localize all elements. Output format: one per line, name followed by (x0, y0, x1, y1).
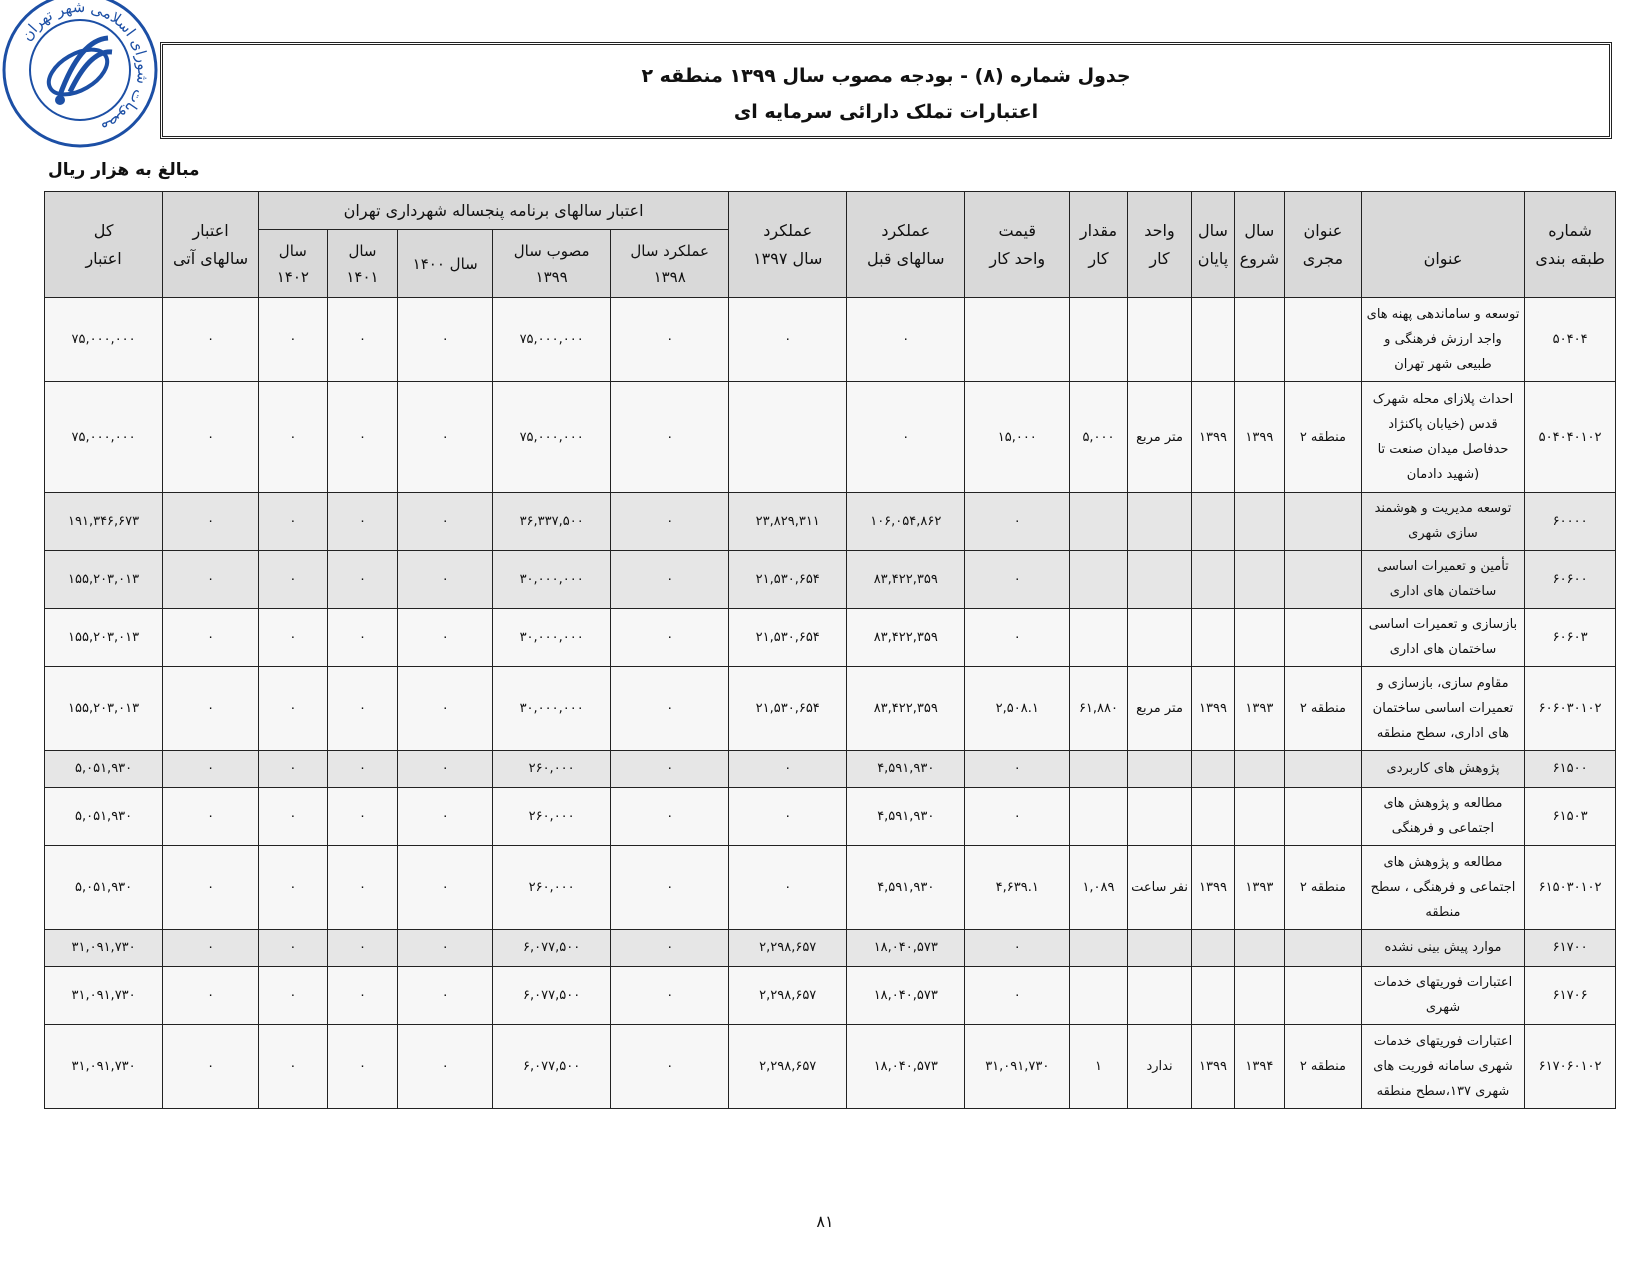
cell-code: ۵۰۴۰۴۰۱۰۲ (1525, 382, 1616, 493)
cell-end-year (1192, 492, 1234, 550)
cell-1397: ۰ (729, 298, 847, 382)
cell-start-year (1234, 750, 1284, 787)
cell-end-year (1192, 787, 1234, 845)
cell-code: ۶۱۷۰۶ (1525, 966, 1616, 1024)
cell-code: ۶۰۶۰۳ (1525, 608, 1616, 666)
cell-total: ۵,۰۵۱,۹۳۰ (45, 845, 163, 929)
cell-work-quantity: ۶۱,۸۸۰ (1070, 666, 1128, 750)
cell-1397: ۲۱,۵۳۰,۶۵۴ (729, 608, 847, 666)
cell-future-years: ۰ (163, 845, 259, 929)
cell-code: ۶۱۵۰۳ (1525, 787, 1616, 845)
cell-1402: ۰ (259, 750, 328, 787)
cell-unit-price: ۰ (965, 492, 1070, 550)
col-unit-price: قیمت واحد کار (965, 192, 1070, 298)
cell-title: اعتبارات فوریتهای خدمات شهری (1361, 966, 1524, 1024)
cell-end-year: ۱۳۹۹ (1192, 845, 1234, 929)
cell-1399: ۲۶۰,۰۰۰ (493, 845, 611, 929)
cell-1398: ۰ (611, 929, 729, 966)
col-title: عنوان (1361, 192, 1524, 298)
cell-future-years: ۰ (163, 1024, 259, 1108)
title-box (160, 42, 1612, 139)
cell-work-unit: ندارد (1127, 1024, 1192, 1108)
table-row (45, 929, 1616, 966)
council-seal (0, 0, 160, 160)
cell-unit-price: ۰ (965, 929, 1070, 966)
cell-1398: ۰ (611, 1024, 729, 1108)
cell-1399: ۷۵,۰۰۰,۰۰۰ (493, 298, 611, 382)
cell-total: ۳۱,۰۹۱,۷۳۰ (45, 1024, 163, 1108)
col-1399: مصوب سال ۱۳۹۹ (493, 230, 611, 298)
cell-work-unit: متر مربع (1127, 666, 1192, 750)
table-row (45, 608, 1616, 666)
cell-future-years: ۰ (163, 550, 259, 608)
cell-total: ۱۵۵,۲۰۳,۰۱۳ (45, 608, 163, 666)
cell-1398: ۰ (611, 666, 729, 750)
cell-work-unit: متر مربع (1127, 382, 1192, 493)
cell-1400: ۰ (398, 666, 493, 750)
cell-executor: منطقه ۲ (1285, 1024, 1362, 1108)
table-row (45, 666, 1616, 750)
cell-previous-years: ۱۰۶,۰۵۴,۸۶۲ (847, 492, 965, 550)
cell-unit-price: ۲,۵۰۸.۱ (965, 666, 1070, 750)
cell-previous-years: ۴,۵۹۱,۹۳۰ (847, 845, 965, 929)
cell-1397: ۲۳,۸۲۹,۳۱۱ (729, 492, 847, 550)
page-number: ۸۱ (816, 1212, 834, 1231)
cell-start-year (1234, 966, 1284, 1024)
col-1400: سال ۱۴۰۰ (398, 230, 493, 298)
cell-unit-price: ۱۵,۰۰۰ (965, 382, 1070, 493)
col-start-year: سال شروع (1234, 192, 1284, 298)
cell-1402: ۰ (259, 666, 328, 750)
cell-executor: منطقه ۲ (1285, 382, 1362, 493)
cell-unit-price: ۴,۶۳۹.۱ (965, 845, 1070, 929)
cell-1399: ۲۶۰,۰۰۰ (493, 750, 611, 787)
cell-executor (1285, 298, 1362, 382)
table-row (45, 845, 1616, 929)
cell-previous-years: ۱۸,۰۴۰,۵۷۳ (847, 1024, 965, 1108)
cell-1397: ۰ (729, 787, 847, 845)
cell-1402: ۰ (259, 845, 328, 929)
cell-1399: ۶,۰۷۷,۵۰۰ (493, 1024, 611, 1108)
cell-future-years: ۰ (163, 382, 259, 493)
cell-1401: ۰ (327, 382, 398, 493)
cell-start-year (1234, 550, 1284, 608)
cell-1397: ۰ (729, 845, 847, 929)
cell-1398: ۰ (611, 550, 729, 608)
cell-1400: ۰ (398, 1024, 493, 1108)
cell-total: ۵,۰۵۱,۹۳۰ (45, 787, 163, 845)
cell-1401: ۰ (327, 750, 398, 787)
cell-1399: ۶,۰۷۷,۵۰۰ (493, 966, 611, 1024)
cell-end-year (1192, 608, 1234, 666)
cell-1401: ۰ (327, 845, 398, 929)
cell-1397: ۲۱,۵۳۰,۶۵۴ (729, 666, 847, 750)
cell-start-year (1234, 787, 1284, 845)
table-body (45, 298, 1616, 1109)
table-row (45, 550, 1616, 608)
col-work-quantity: مقدار کار (1070, 192, 1128, 298)
cell-1399: ۳۰,۰۰۰,۰۰۰ (493, 666, 611, 750)
cell-executor (1285, 492, 1362, 550)
cell-code: ۶۱۵۰۳۰۱۰۲ (1525, 845, 1616, 929)
cell-work-unit (1127, 298, 1192, 382)
cell-work-quantity (1070, 750, 1128, 787)
cell-1400: ۰ (398, 929, 493, 966)
cell-work-unit (1127, 550, 1192, 608)
col-code: شماره طبقه بندی (1525, 192, 1616, 298)
cell-executor (1285, 787, 1362, 845)
cell-1400: ۰ (398, 787, 493, 845)
cell-unit-price: ۳۱,۰۹۱,۷۳۰ (965, 1024, 1070, 1108)
cell-title: مطالعه و پژوهش های اجتماعی و فرهنگی ، سطح منطقه (1361, 845, 1524, 929)
cell-work-quantity (1070, 492, 1128, 550)
cell-unit-price: ۰ (965, 787, 1070, 845)
cell-work-quantity: ۵,۰۰۰ (1070, 382, 1128, 493)
cell-code: ۶۰۶۰۳۰۱۰۲ (1525, 666, 1616, 750)
cell-title: مطالعه و پژوهش های اجتماعی و فرهنگی (1361, 787, 1524, 845)
cell-future-years: ۰ (163, 608, 259, 666)
cell-1400: ۰ (398, 966, 493, 1024)
cell-1401: ۰ (327, 550, 398, 608)
cell-previous-years: ۰ (847, 382, 965, 493)
table-row (45, 1024, 1616, 1108)
cell-work-quantity (1070, 787, 1128, 845)
cell-future-years: ۰ (163, 787, 259, 845)
cell-title: تأمین و تعمیرات اساسی ساختمان های اداری (1361, 550, 1524, 608)
cell-code: ۶۰۰۰۰ (1525, 492, 1616, 550)
cell-total: ۵,۰۵۱,۹۳۰ (45, 750, 163, 787)
cell-1397: ۲,۲۹۸,۶۵۷ (729, 966, 847, 1024)
cell-1400: ۰ (398, 845, 493, 929)
cell-1398: ۰ (611, 787, 729, 845)
cell-total: ۱۵۵,۲۰۳,۰۱۳ (45, 666, 163, 750)
cell-1400: ۰ (398, 492, 493, 550)
cell-end-year: ۱۳۹۹ (1192, 666, 1234, 750)
document-subtitle: اعتبارات تملک دارائی سرمایه ای (733, 101, 1039, 123)
cell-end-year: ۱۳۹۹ (1192, 382, 1234, 493)
cell-end-year (1192, 929, 1234, 966)
cell-1401: ۰ (327, 666, 398, 750)
cell-executor (1285, 550, 1362, 608)
cell-start-year: ۱۳۹۳ (1234, 845, 1284, 929)
budget-table (44, 191, 1616, 1109)
col-executor: عنوان مجری (1285, 192, 1362, 298)
cell-executor: منطقه ۲ (1285, 845, 1362, 929)
cell-previous-years: ۱۸,۰۴۰,۵۷۳ (847, 929, 965, 966)
cell-previous-years: ۴,۵۹۱,۹۳۰ (847, 750, 965, 787)
cell-1402: ۰ (259, 608, 328, 666)
cell-work-unit (1127, 966, 1192, 1024)
table-row (45, 750, 1616, 787)
cell-end-year (1192, 550, 1234, 608)
col-work-unit: واحد کار (1127, 192, 1192, 298)
cell-1401: ۰ (327, 492, 398, 550)
cell-1401: ۰ (327, 298, 398, 382)
cell-title: مقاوم سازی، بازسازی و تعمیرات اساسی ساختمان های اداری، سطح منطقه (1361, 666, 1524, 750)
table-row (45, 492, 1616, 550)
col-end-year: سال پایان (1192, 192, 1234, 298)
cell-1399: ۷۵,۰۰۰,۰۰۰ (493, 382, 611, 493)
cell-start-year: ۱۳۹۳ (1234, 666, 1284, 750)
cell-1398: ۰ (611, 750, 729, 787)
col-1398: عملکرد سال ۱۳۹۸ (611, 230, 729, 298)
cell-start-year (1234, 608, 1284, 666)
cell-code: ۵۰۴۰۴ (1525, 298, 1616, 382)
cell-end-year (1192, 966, 1234, 1024)
seal-text: مصوبات شورای اسلامی شهر تهران (17, 0, 153, 138)
cell-1398: ۰ (611, 382, 729, 493)
col-future-years: اعتبار سالهای آتی (163, 192, 259, 298)
cell-title: توسعه مدیریت و هوشمند سازی شهری (1361, 492, 1524, 550)
cell-previous-years: ۸۳,۴۲۲,۳۵۹ (847, 666, 965, 750)
cell-work-unit (1127, 492, 1192, 550)
cell-1399: ۲۶۰,۰۰۰ (493, 787, 611, 845)
cell-1401: ۰ (327, 1024, 398, 1108)
table-row (45, 298, 1616, 382)
cell-1399: ۳۶,۳۳۷,۵۰۰ (493, 492, 611, 550)
cell-unit-price: ۰ (965, 750, 1070, 787)
cell-total: ۳۱,۰۹۱,۷۳۰ (45, 929, 163, 966)
cell-unit-price (965, 298, 1070, 382)
cell-1398: ۰ (611, 845, 729, 929)
cell-work-unit (1127, 750, 1192, 787)
cell-work-quantity (1070, 298, 1128, 382)
cell-1397: ۲۱,۵۳۰,۶۵۴ (729, 550, 847, 608)
cell-previous-years: ۸۳,۴۲۲,۳۵۹ (847, 550, 965, 608)
cell-1399: ۶,۰۷۷,۵۰۰ (493, 929, 611, 966)
cell-unit-price: ۰ (965, 550, 1070, 608)
cell-work-quantity: ۱,۰۸۹ (1070, 845, 1128, 929)
cell-1400: ۰ (398, 550, 493, 608)
col-1397: عملکرد سال ۱۳۹۷ (729, 192, 847, 298)
cell-total: ۷۵,۰۰۰,۰۰۰ (45, 298, 163, 382)
cell-1399: ۳۰,۰۰۰,۰۰۰ (493, 608, 611, 666)
col-total: کل اعتبار (45, 192, 163, 298)
cell-future-years: ۰ (163, 929, 259, 966)
cell-future-years: ۰ (163, 966, 259, 1024)
cell-1397: ۲,۲۹۸,۶۵۷ (729, 929, 847, 966)
document-title: جدول شماره (۸) - بودجه مصوب سال ۱۳۹۹ منطقه ۲ (641, 65, 1131, 87)
cell-1397: ۰ (729, 750, 847, 787)
cell-total: ۷۵,۰۰۰,۰۰۰ (45, 382, 163, 493)
cell-1400: ۰ (398, 608, 493, 666)
cell-executor (1285, 750, 1362, 787)
cell-1400: ۰ (398, 298, 493, 382)
cell-future-years: ۰ (163, 492, 259, 550)
cell-work-unit (1127, 608, 1192, 666)
cell-unit-price: ۰ (965, 966, 1070, 1024)
cell-1398: ۰ (611, 608, 729, 666)
cell-executor (1285, 966, 1362, 1024)
cell-work-quantity (1070, 608, 1128, 666)
cell-previous-years: ۸۳,۴۲۲,۳۵۹ (847, 608, 965, 666)
cell-1400: ۰ (398, 750, 493, 787)
cell-code: ۶۱۷۰۶۰۱۰۲ (1525, 1024, 1616, 1108)
cell-1402: ۰ (259, 298, 328, 382)
cell-work-quantity (1070, 929, 1128, 966)
table-row (45, 787, 1616, 845)
cell-executor: منطقه ۲ (1285, 666, 1362, 750)
cell-executor (1285, 608, 1362, 666)
cell-1399: ۳۰,۰۰۰,۰۰۰ (493, 550, 611, 608)
cell-code: ۶۱۷۰۰ (1525, 929, 1616, 966)
cell-previous-years: ۰ (847, 298, 965, 382)
cell-start-year (1234, 492, 1284, 550)
cell-end-year (1192, 750, 1234, 787)
col-previous-years: عملکرد سالهای قبل (847, 192, 965, 298)
cell-1402: ۰ (259, 1024, 328, 1108)
col-group-five-year-plan: اعتبار سالهای برنامه پنجساله شهرداری تهران (259, 192, 729, 230)
cell-title: توسعه و ساماندهی پهنه های واجد ارزش فرهنگی و طبیعی شهر تهران (1361, 298, 1524, 382)
cell-future-years: ۰ (163, 750, 259, 787)
cell-work-unit (1127, 929, 1192, 966)
col-1401: سال ۱۴۰۱ (327, 230, 398, 298)
cell-1402: ۰ (259, 787, 328, 845)
cell-total: ۱۹۱,۳۴۶,۶۷۳ (45, 492, 163, 550)
cell-start-year: ۱۳۹۹ (1234, 382, 1284, 493)
cell-work-unit: نفر ساعت (1127, 845, 1192, 929)
cell-1402: ۰ (259, 382, 328, 493)
cell-title: پژوهش های کاربردی (1361, 750, 1524, 787)
cell-1400: ۰ (398, 382, 493, 493)
cell-1398: ۰ (611, 966, 729, 1024)
cell-1397 (729, 382, 847, 493)
col-1402: سال ۱۴۰۲ (259, 230, 328, 298)
cell-work-quantity: ۱ (1070, 1024, 1128, 1108)
cell-start-year: ۱۳۹۴ (1234, 1024, 1284, 1108)
cell-start-year (1234, 298, 1284, 382)
cell-total: ۱۵۵,۲۰۳,۰۱۳ (45, 550, 163, 608)
cell-title: موارد پیش بینی نشده (1361, 929, 1524, 966)
cell-work-unit (1127, 787, 1192, 845)
cell-unit-price: ۰ (965, 608, 1070, 666)
cell-1401: ۰ (327, 966, 398, 1024)
cell-1401: ۰ (327, 929, 398, 966)
cell-end-year: ۱۳۹۹ (1192, 1024, 1234, 1108)
cell-1401: ۰ (327, 608, 398, 666)
cell-title: بازسازی و تعمیرات اساسی ساختمان های اداری (1361, 608, 1524, 666)
cell-1402: ۰ (259, 966, 328, 1024)
cell-end-year (1192, 298, 1234, 382)
table-row (45, 966, 1616, 1024)
units-label: مبالغ به هزار ریال (48, 160, 200, 180)
cell-1398: ۰ (611, 298, 729, 382)
table-header (45, 192, 1616, 298)
cell-code: ۶۰۶۰۰ (1525, 550, 1616, 608)
cell-1401: ۰ (327, 787, 398, 845)
cell-1398: ۰ (611, 492, 729, 550)
cell-previous-years: ۴,۵۹۱,۹۳۰ (847, 787, 965, 845)
table-row (45, 382, 1616, 493)
cell-future-years: ۰ (163, 666, 259, 750)
cell-title: احداث پلازای محله شهرک قدس (خیابان پاکنژاد حدفاصل میدان صنعت تا (شهید دادمان (1361, 382, 1524, 493)
cell-1402: ۰ (259, 492, 328, 550)
cell-title: اعتبارات فوریتهای خدمات شهری سامانه فوریت های شهری ۱۳۷،سطح منطقه (1361, 1024, 1524, 1108)
cell-future-years: ۰ (163, 298, 259, 382)
cell-total: ۳۱,۰۹۱,۷۳۰ (45, 966, 163, 1024)
cell-1402: ۰ (259, 550, 328, 608)
cell-1402: ۰ (259, 929, 328, 966)
cell-code: ۶۱۵۰۰ (1525, 750, 1616, 787)
cell-start-year (1234, 929, 1284, 966)
cell-executor (1285, 929, 1362, 966)
cell-1397: ۲,۲۹۸,۶۵۷ (729, 1024, 847, 1108)
cell-previous-years: ۱۸,۰۴۰,۵۷۳ (847, 966, 965, 1024)
cell-work-quantity (1070, 966, 1128, 1024)
cell-work-quantity (1070, 550, 1128, 608)
